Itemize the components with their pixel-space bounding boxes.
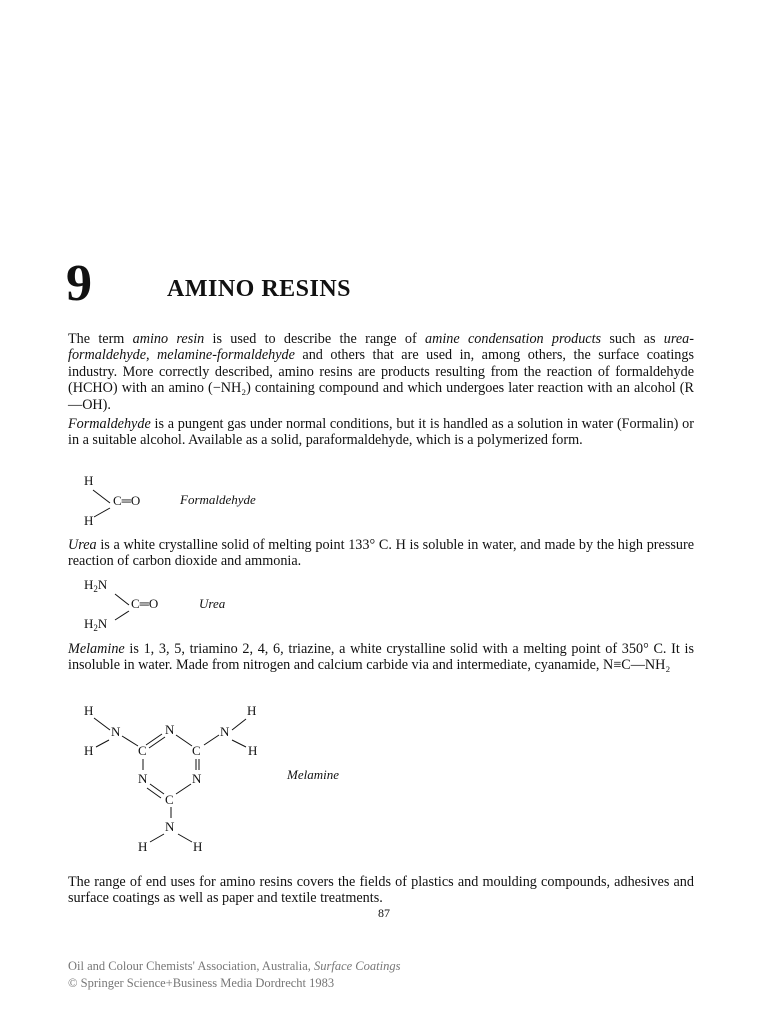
footer-citation	[68, 958, 400, 992]
bond	[176, 784, 191, 794]
paragraph-urea: Urea is a white crystalline solid of melting point 133° C. H is soluble in water, and made by the high pressure reaction of carbon dioxide and ammonia.	[68, 537, 694, 570]
atom-c: C	[165, 792, 174, 807]
melamine-structure	[80, 700, 280, 858]
paragraph-intro: The term amino resin is used to describe the range of amine condensation products such as urea-formaldehyde, melamine-formaldehyde and others that are used in, among others, the surface coatings industry. More correctly described, amino resins are products resulting from the reaction of formaldehyde (HCHO) with an amino (−NH₂) containing compound and which undergoes later reaction with an alcohol (R—OH).	[68, 331, 694, 413]
atom-h: H	[193, 839, 203, 854]
atom-c: C	[138, 743, 147, 758]
amine-group: $H_2N$	[84, 616, 108, 632]
bond	[115, 611, 129, 620]
paragraph-end-uses: The range of end uses for amino resins covers the fields of plastics and moulding compounds, adhesives and surface coatings as well as paper and textile treatments.	[68, 874, 694, 907]
chapter-number: 9	[66, 255, 92, 312]
atom-c: C	[192, 743, 201, 758]
paragraph-formaldehyde: Formaldehyde is a pungent gas under normal conditions, but it is handled as a solution in water (Formalin) or in a suitable alcohol. Available as a solid, paraformaldehyde, which is a polymerized form.	[68, 416, 694, 449]
atom-h: H	[138, 839, 148, 854]
formaldehyde-structure	[76, 470, 176, 530]
urea-structure	[82, 574, 202, 632]
atom-h: H	[248, 743, 258, 758]
atom-n: N	[192, 771, 202, 786]
bond	[94, 508, 110, 517]
atom-n: N	[220, 724, 230, 739]
amine-group: $H_2N$	[84, 577, 108, 594]
atom-h: H	[84, 513, 94, 528]
bond	[204, 735, 219, 745]
bond	[146, 734, 162, 745]
bond	[122, 736, 138, 746]
atom-n: N	[111, 724, 121, 739]
atom-n: N	[165, 722, 175, 737]
urea-label: Urea	[199, 596, 226, 611]
page-number: 87	[378, 906, 390, 920]
bond	[147, 788, 161, 798]
chapter-title: AMINO RESINS	[167, 276, 352, 302]
bond	[178, 834, 192, 842]
atom-h: H	[84, 473, 94, 488]
bond	[94, 718, 110, 730]
bond	[232, 719, 246, 730]
bond	[150, 784, 164, 794]
footer-line-2: © Springer Science+Business Media Dordrecht 1983	[68, 976, 335, 990]
melamine-label: Melamine	[287, 767, 339, 782]
carbonyl-group: C═O	[131, 596, 159, 611]
bond	[96, 740, 109, 747]
bond	[115, 594, 129, 605]
atom-h: H	[84, 703, 94, 718]
bond	[93, 490, 110, 503]
footer-line-1: Oil and Colour Chemists' Association, Australia, Surface Coatings	[68, 959, 401, 973]
paragraph-melamine: Melamine is 1, 3, 5, triamino 2, 4, 6, triazine, a white crystalline solid with a melting point of 350° C. It is insoluble in water. Made from nitrogen and calcium carbide via and intermediate, cyanamide, N≡C—NH₂	[68, 641, 694, 674]
carbonyl-group: C═O	[113, 493, 141, 508]
atom-h: H	[247, 703, 257, 718]
atom-h: H	[84, 743, 94, 758]
bond	[150, 834, 164, 842]
bond	[232, 740, 246, 747]
formaldehyde-label: Formaldehyde	[180, 492, 256, 507]
atom-n: N	[138, 771, 148, 786]
bond	[149, 737, 165, 748]
atom-n: N	[165, 819, 175, 834]
bond	[176, 735, 192, 746]
